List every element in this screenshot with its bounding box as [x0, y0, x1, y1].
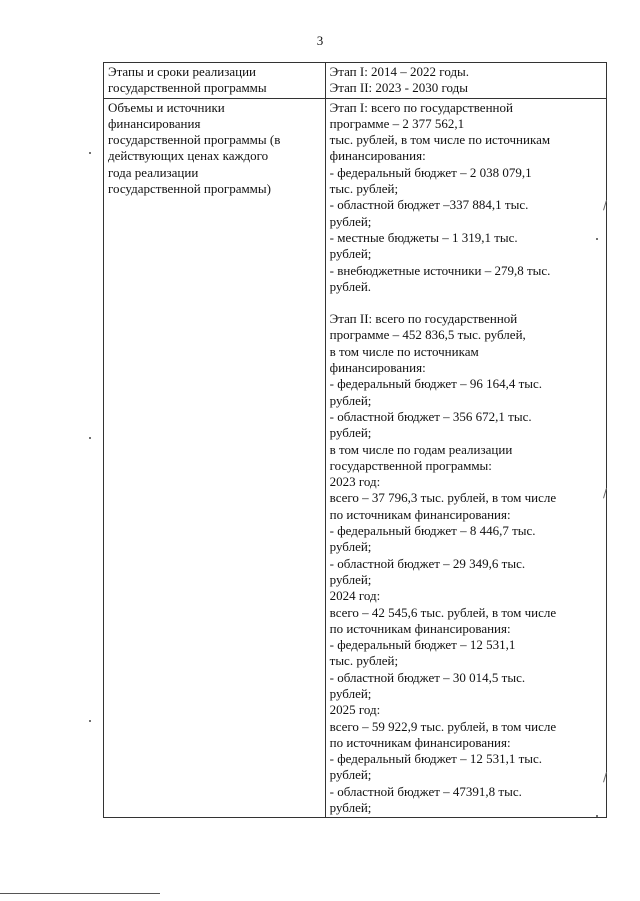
row-value-funding	[325, 98, 606, 818]
row-label-funding	[104, 98, 326, 818]
table-row	[104, 98, 607, 818]
text-line: государственной программы (в	[108, 132, 281, 148]
text-line: по источникам финансирования:	[329, 506, 511, 522]
text-line: программе – 452 836,5 тыс. рублей,	[329, 327, 526, 343]
text-line: в том числе по годам реализации	[329, 441, 513, 457]
text-line: рублей;	[329, 800, 372, 816]
text-line: рублей;	[329, 392, 372, 408]
text-line: рублей;	[329, 571, 372, 587]
text-line: - областной бюджет – 29 349,6 тыс.	[329, 555, 526, 571]
text-line: финансирования	[108, 115, 201, 131]
scan-dot	[89, 152, 91, 154]
text-line: Объемы и источники	[108, 99, 225, 115]
pen-tick-mark: /	[603, 770, 608, 784]
text-line: рублей.	[329, 278, 372, 294]
text-line: действующих ценах каждого	[108, 148, 269, 164]
text-line: финансирования:	[329, 148, 426, 164]
text-line: программе – 2 377 562,1	[329, 115, 465, 131]
text-line: тыс. рублей;	[329, 181, 399, 197]
text-line: рублей;	[329, 246, 372, 262]
text-line: в том числе по источникам	[329, 343, 479, 359]
page-number: 3	[316, 33, 324, 48]
bottom-rule	[0, 893, 160, 894]
text-line: - областной бюджет – 47391,8 тыс.	[329, 783, 522, 799]
text-line: - федеральный бюджет – 12 531,1 тыс.	[329, 751, 543, 767]
text-line: финансирования:	[329, 360, 426, 376]
text-line: рублей;	[329, 539, 372, 555]
text-line: государственной программы	[108, 80, 267, 96]
text-line: 2025 год:	[329, 702, 381, 718]
blank-line	[330, 295, 603, 311]
text-line: всего – 42 545,6 тыс. рублей, в том числе	[329, 604, 557, 620]
text-line: тыс. рублей;	[329, 653, 399, 669]
scan-dot	[596, 815, 598, 817]
text-line: всего – 37 796,3 тыс. рублей, в том числе	[329, 490, 557, 506]
text-line: - областной бюджет – 30 014,5 тыс.	[329, 669, 526, 685]
text-line: Этапы и сроки реализации	[108, 64, 256, 79]
text-line: всего – 59 922,9 тыс. рублей, в том числе	[329, 718, 557, 734]
text-line: государственной программы:	[329, 457, 492, 473]
row-label-stages	[104, 63, 326, 99]
text-line: рублей;	[329, 425, 372, 441]
text-line: - областной бюджет – 356 672,1 тыс.	[329, 408, 532, 424]
text-line: по источникам финансирования:	[329, 620, 511, 636]
text-line: рублей;	[329, 685, 372, 701]
text-line: - федеральный бюджет – 96 164,4 тыс.	[329, 376, 543, 392]
program-passport-table	[103, 62, 607, 818]
scan-dot	[89, 437, 91, 439]
text-line: - местные бюджеты – 1 319,1 тыс.	[329, 229, 518, 245]
table-row	[104, 63, 607, 99]
text-line: 2024 год:	[329, 588, 381, 604]
text-line: - федеральный бюджет – 8 446,7 тыс.	[329, 523, 536, 539]
text-line: - внебюджетные источники – 279,8 тыс.	[329, 262, 551, 278]
text-line: - федеральный бюджет – 12 531,1	[329, 637, 516, 653]
pen-tick-mark: /	[603, 486, 608, 500]
text-line: рублей;	[329, 213, 372, 229]
text-line: рублей;	[329, 767, 372, 783]
text-line: 2023 год:	[329, 474, 381, 490]
text-line: - федеральный бюджет – 2 038 079,1	[329, 164, 532, 180]
scan-dot	[596, 238, 598, 240]
text-line: тыс. рублей, в том числе по источникам	[329, 132, 551, 148]
text-line: государственной программы)	[108, 181, 271, 197]
scan-dot	[89, 720, 91, 722]
text-line: по источникам финансирования:	[329, 734, 511, 750]
row-value-stages	[325, 63, 606, 99]
text-line: Этап I: всего по государственной	[329, 99, 513, 115]
text-line: Этап II: всего по государственной	[329, 311, 518, 327]
text-line: года реализации	[108, 164, 199, 180]
text-line: - областной бюджет –337 884,1 тыс.	[329, 197, 529, 213]
pen-tick-mark: /	[603, 198, 608, 212]
text-line: Этап II: 2023 - 2030 годы	[329, 80, 468, 96]
text-line: Этап I: 2014 – 2022 годы.	[329, 64, 470, 79]
